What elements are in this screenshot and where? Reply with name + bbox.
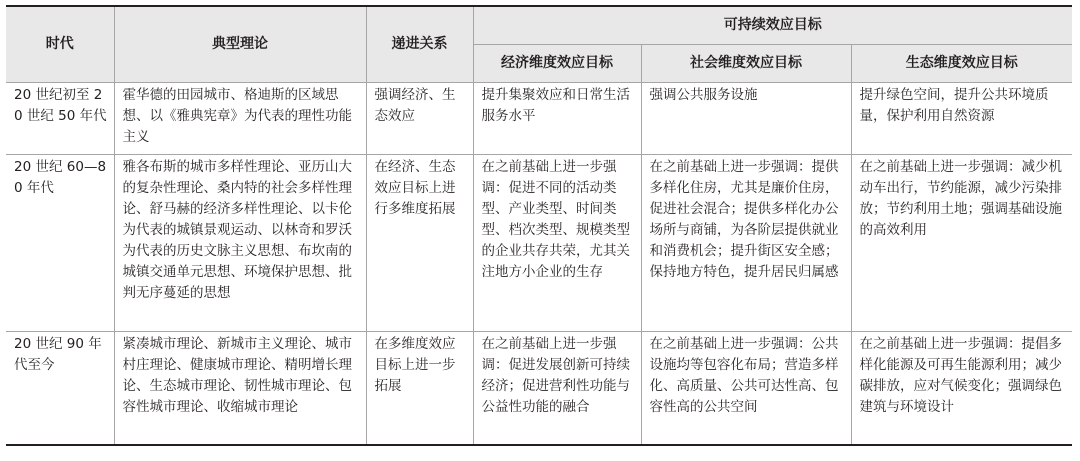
header-economic: 经济维度效应目标 [473,44,641,82]
theory-cell [114,331,366,445]
era-cell [6,154,114,331]
era-text: 20 世纪初至 20 世纪 50 年代 [14,86,107,124]
social-cell [641,154,851,331]
ecological-cell [851,154,1072,331]
relation-cell [366,331,473,445]
header-sustainable-goals: 可持续效应目标 [473,6,1072,44]
theory-cell [114,82,366,154]
economic-cell [473,82,641,154]
ecological-cell [851,331,1072,445]
ecological-text: 在之前基础上进一步强调：减少机动车出行，节约能源，减少污染排放；节约利用土地；强调基础设施的高效利用 [859,158,1062,238]
table-row [6,82,1072,154]
sustainability-goals-table [6,5,1072,446]
ecological-text: 提升绿色空间，提升公共环境质量，保护利用自然资源 [859,86,1049,124]
ecological-cell [851,82,1072,154]
economic-text: 提升集聚效应和日常生活服务水平 [481,86,630,124]
economic-cell [473,154,641,331]
table-row [6,154,1072,331]
header-theory: 典型理论 [114,6,366,82]
ecological-text: 在之前基础上进一步强调：提倡多样化能源及可再生能源利用；减少碳排放，应对气候变化；强调绿色建筑与环境设计 [859,335,1062,415]
social-text: 在之前基础上进一步强调：公共设施均等包容化布局；营造多样化、高质量、公共可达性高、包容性高的公共空间 [649,335,839,415]
era-cell [6,331,114,445]
social-text: 在之前基础上进一步强调：提供多样化住房，尤其是廉价住房，促进社会混合；提供多样化办公场所与商铺，为各阶层提供就业和消费机会；提升街区安全感；保持地方特色，提升居民归属感 [649,158,839,280]
relation-text: 在经济、生态效应目标上进行多维度拓展 [374,158,456,217]
theory-text: 霍华德的田园城市、格迪斯的区域思想、以《雅典宪章》为代表的理性功能主义 [122,86,352,145]
relation-text: 在多维度效应目标上进一步拓展 [374,335,456,394]
social-cell [641,331,851,445]
theory-text: 紧凑城市理论、新城市主义理论、城市村庄理论、健康城市理论、精明增长理论、生态城市理论、韧性城市理论、包容性城市理论、收缩城市理论 [122,335,352,415]
social-cell [641,82,851,154]
header-row-top [6,6,1072,44]
economic-text: 在之前基础上进一步强调：促进发展创新可持续经济；促进营利性功能与公益性功能的融合 [481,335,630,415]
era-text: 20 世纪 90 年代至今 [14,335,102,373]
header-relation: 递进关系 [366,6,473,82]
economic-cell [473,331,641,445]
header-era: 时代 [6,6,114,82]
header-social: 社会维度效应目标 [641,44,851,82]
table-row [6,331,1072,445]
social-text: 强调公共服务设施 [649,86,758,103]
theory-text: 雅各布斯的城市多样性理论、亚历山大的复杂性理论、桑内特的社会多样性理论、舒马赫的经济多样性理论、以卡伦为代表的城镇景观运动、以林奇和罗沃为代表的历史文脉主义思想、布坎南的城镇交通单元思想、环境保护思想、批判无序蔓延的思想 [122,158,352,301]
theory-cell [114,154,366,331]
era-cell [6,82,114,154]
relation-cell [366,154,473,331]
economic-text: 在之前基础上进一步强调：促进不同的活动类型、产业类型、时间类型、档次类型、规模类型的企业共存共荣，尤其关注地方小企业的生存 [481,158,630,280]
relation-cell [366,82,473,154]
era-text: 20 世纪 60—80 年代 [14,158,107,196]
relation-text: 强调经济、生态效应 [374,86,456,124]
header-ecological: 生态维度效应目标 [851,44,1072,82]
